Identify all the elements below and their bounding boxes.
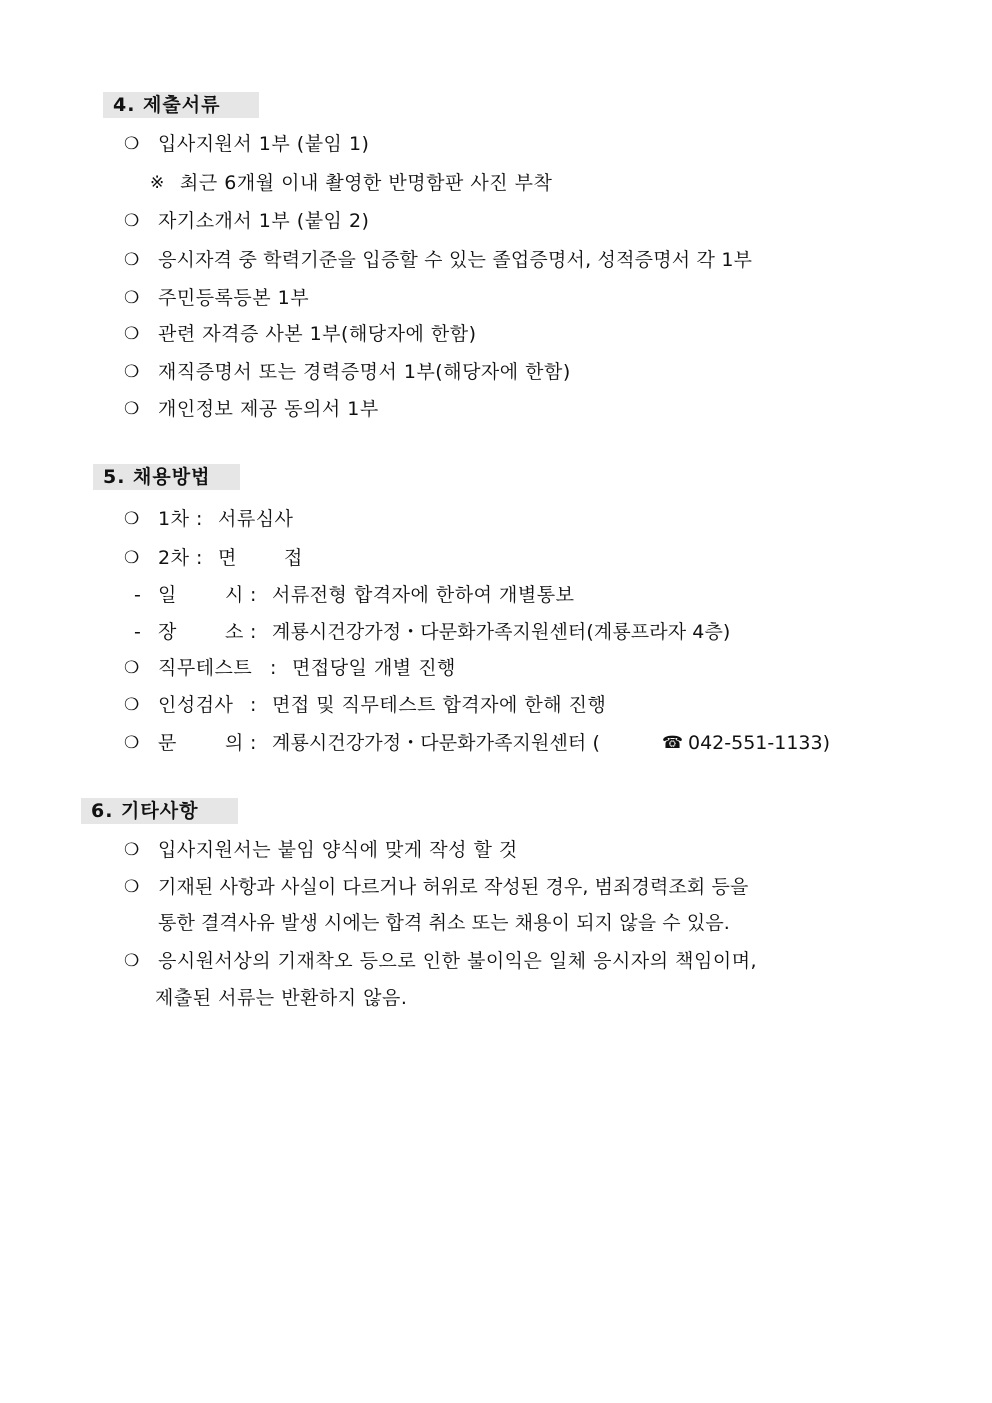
- list-bullet: ❍: [124, 840, 140, 860]
- colon: :: [270, 657, 277, 679]
- list-bullet: ❍: [124, 951, 140, 971]
- list-bullet: ❍: [124, 134, 140, 154]
- date-label-first: 일: [158, 584, 177, 606]
- list-bullet: ❍: [124, 250, 140, 270]
- list-bullet: ❍: [124, 211, 140, 231]
- date-value: 서류전형 합격자에 한하여 개별통보: [272, 584, 575, 606]
- inquiry-label-first: 문: [158, 732, 177, 754]
- date-label-second: 시: [225, 584, 244, 606]
- list-bullet: ❍: [124, 695, 140, 715]
- notice-line-continued: 통한 결격사유 발생 시에는 합격 취소 또는 채용이 되지 않을 수 있음.: [158, 912, 730, 934]
- colon: :: [196, 508, 203, 530]
- list-bullet: ❍: [124, 658, 140, 678]
- list-bullet: ❍: [124, 548, 140, 568]
- colon: :: [250, 732, 257, 754]
- round-2-value-second: 접: [284, 547, 303, 569]
- round-1-value: 서류심사: [218, 508, 294, 530]
- note-text: 최근 6개월 이내 촬영한 반명함판 사진 부착: [180, 172, 553, 194]
- phone-icon: ☎: [662, 733, 684, 753]
- inquiry-phone: 042-551-1133): [688, 732, 831, 754]
- list-item: 자기소개서 1부 (붙임 2): [158, 210, 370, 232]
- personality-test-value: 면접 및 직무테스트 합격자에 한해 진행: [272, 694, 607, 716]
- sub-item-dash: -: [134, 621, 141, 643]
- list-item: 응시자격 중 학력기준을 입증할 수 있는 졸업증명서, 성적증명서 각 1부: [158, 249, 753, 271]
- colon: :: [250, 694, 257, 716]
- round-2-value-first: 면: [218, 547, 237, 569]
- list-item: 개인정보 제공 동의서 1부: [158, 398, 379, 420]
- notice-line: 응시원서상의 기재착오 등으로 인한 불이익은 일체 응시자의 책임이며,: [158, 950, 758, 972]
- list-bullet: ❍: [124, 324, 140, 344]
- personality-test-label: 인성검사: [158, 694, 234, 716]
- notice-line-continued: 제출된 서류는 반환하지 않음.: [155, 987, 408, 1009]
- note-mark: ※: [150, 173, 165, 193]
- list-bullet: ❍: [124, 362, 140, 382]
- list-bullet: ❍: [124, 288, 140, 308]
- list-item: 주민등록등본 1부: [158, 287, 310, 309]
- job-test-label: 직무테스트: [158, 657, 253, 679]
- section-4-heading: 4. 제출서류: [103, 92, 259, 118]
- round-2-label: 2차: [158, 547, 190, 569]
- section-5-heading: 5. 채용방법: [93, 464, 240, 490]
- list-bullet: ❍: [124, 877, 140, 897]
- job-test-value: 면접당일 개별 진행: [292, 657, 456, 679]
- list-item: 입사지원서 1부 (붙임 1): [158, 133, 370, 155]
- section-6-heading: 6. 기타사항: [81, 798, 238, 824]
- notice-line: 기재된 사항과 사실이 다르거나 허위로 작성된 경우, 범죄경력조회 등을: [158, 876, 749, 898]
- list-bullet: ❍: [124, 509, 140, 529]
- place-label-second: 소: [225, 621, 244, 643]
- inquiry-value: 계룡시건강가정・다문화가족지원센터 (: [272, 732, 601, 754]
- colon: :: [196, 547, 203, 569]
- list-bullet: ❍: [124, 399, 140, 419]
- list-bullet: ❍: [124, 733, 140, 753]
- notice-line: 입사지원서는 붙임 양식에 맞게 작성 할 것: [158, 839, 518, 861]
- colon: :: [250, 621, 257, 643]
- colon: :: [250, 584, 257, 606]
- list-item: 관련 자격증 사본 1부(해당자에 한함): [158, 323, 477, 345]
- list-item: 재직증명서 또는 경력증명서 1부(해당자에 한함): [158, 361, 571, 383]
- inquiry-label-second: 의: [225, 732, 244, 754]
- round-1-label: 1차: [158, 508, 190, 530]
- place-label-first: 장: [158, 621, 177, 643]
- sub-item-dash: -: [134, 584, 141, 606]
- place-value: 계룡시건강가정・다문화가족지원센터(계룡프라자 4층): [272, 621, 731, 643]
